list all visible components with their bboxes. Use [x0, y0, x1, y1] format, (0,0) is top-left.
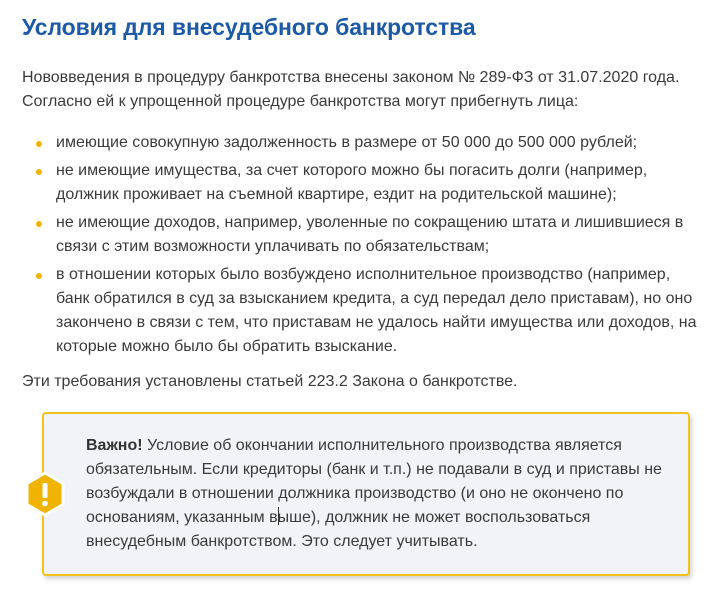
list-item — [22, 131, 702, 155]
callout-body-end: ыше), должник не может воспользоваться внесудебным банкротством. Это следует учитывать. — [86, 509, 591, 550]
bullet-dot-icon — [36, 273, 42, 279]
callout-body-start: Условие об окончании исполнительного производства является обязательным. Если кредиторы (банк и т.п.) не подавали в суд и приставы не возбуждали в отношении должника производство (и оно не окончено по основаниям, указанным в — [86, 437, 662, 526]
list-item-text: имеющие совокупную задолженность в размере от 50 000 до 500 000 рублей; — [56, 134, 638, 151]
bullet-dot-icon — [36, 141, 42, 147]
callout-text — [86, 434, 676, 554]
list-item — [22, 211, 702, 259]
callout-label: Важно! — [86, 437, 143, 454]
law-reference-note: Эти требования установлены статьей 223.2 Закона о банкротстве. — [22, 373, 518, 390]
intro-paragraph: Нововведения в процедуру банкротства внесены законом № 289-ФЗ от 31.07.2020 года. Согласно ей к упрощенной процедуре банкротства могут прибегнуть лица: — [22, 69, 680, 110]
page-title: Условия для внесудебного банкротства — [22, 14, 476, 40]
warning-exclamation-icon — [25, 472, 65, 516]
list-item-text: не имеющие доходов, например, уволенные по сокращению штата и лишившиеся в связи с этим возможности уплачивать по обязательствам; — [56, 214, 684, 255]
list-item — [22, 263, 702, 359]
list-item — [22, 159, 702, 207]
bullet-dot-icon — [36, 221, 42, 227]
list-item-text: в отношении которых было возбуждено исполнительное производство (например, банк обратился в суд за взысканием кредита, а суд передал дело приставам), но оно закончено в связи с тем, что приставам не удалось найти имущества или доходов, на которые можно было бы обратить взыскание. — [56, 266, 697, 355]
list-item-text: не имеющие имущества, за счет которого можно бы погасить долги (например, должник проживает на съемной квартире, ездит на родительской машине); — [56, 162, 648, 203]
bullet-dot-icon — [36, 169, 42, 175]
important-callout — [42, 412, 690, 576]
requirements-list — [22, 131, 702, 363]
